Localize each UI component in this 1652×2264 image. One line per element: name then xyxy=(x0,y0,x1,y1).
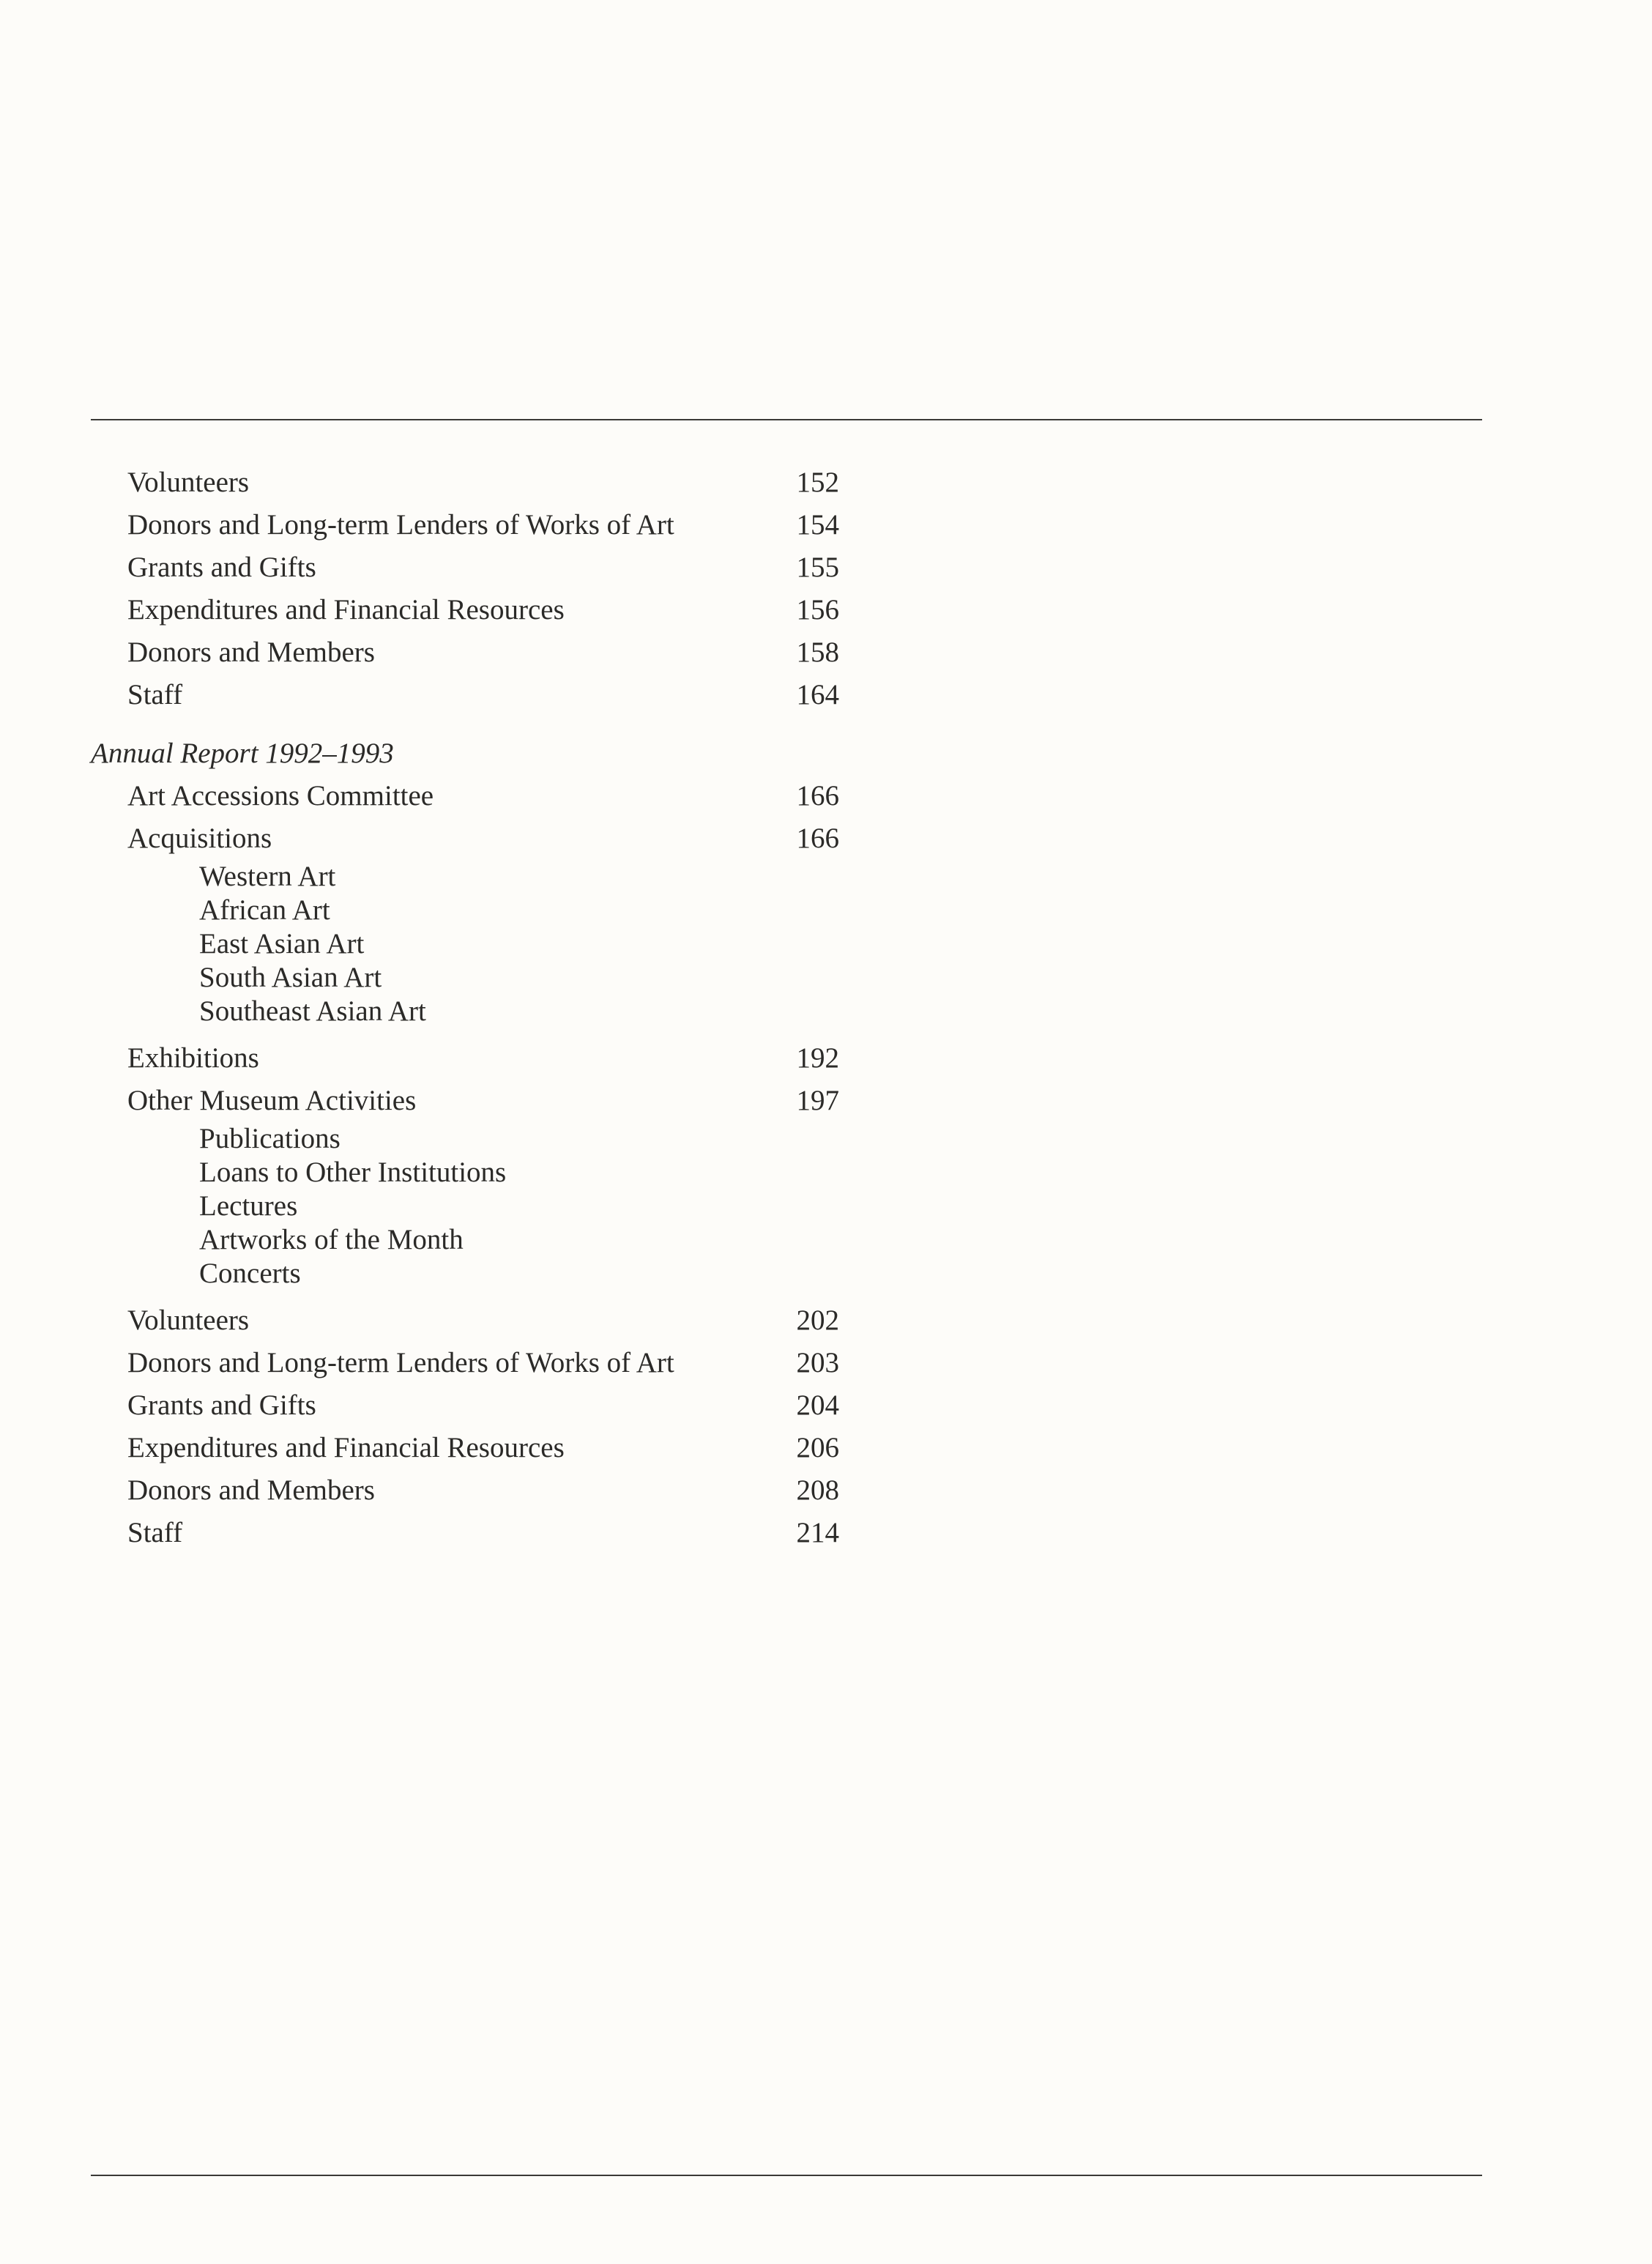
toc-entry-label: Expenditures and Financial Resources xyxy=(127,594,565,626)
toc-subentry[interactable] xyxy=(91,927,838,961)
toc-entry[interactable] xyxy=(91,1342,838,1384)
table-of-contents xyxy=(91,461,838,1554)
bottom-rule xyxy=(91,2175,1482,2176)
toc-entry-label: Art Accessions Committee xyxy=(127,780,434,812)
toc-entry[interactable] xyxy=(91,1299,838,1342)
toc-entry[interactable] xyxy=(91,1037,838,1080)
toc-subentry-label: South Asian Art xyxy=(199,962,382,993)
toc-entry-label: Volunteers xyxy=(127,1304,250,1336)
toc-entry-page: 158 xyxy=(796,636,839,668)
toc-subentry[interactable] xyxy=(91,995,838,1028)
toc-subentry[interactable] xyxy=(91,1257,838,1291)
toc-subentry-label: Artworks of the Month xyxy=(199,1224,464,1255)
toc-entry-page: 164 xyxy=(796,679,839,710)
toc-entry[interactable] xyxy=(91,817,838,860)
toc-entry-page: 204 xyxy=(796,1389,839,1421)
toc-entry-label: Acquisitions xyxy=(127,823,272,854)
section-heading-label: Annual Report 1992–1993 xyxy=(91,738,394,769)
toc-entry-label: Other Museum Activities xyxy=(127,1085,417,1116)
toc-entry-label: Donors and Members xyxy=(127,1474,375,1506)
toc-subentry[interactable] xyxy=(91,1189,838,1223)
toc-subentry-label: Concerts xyxy=(199,1258,301,1289)
toc-entry-label: Donors and Long-term Lenders of Works of Art xyxy=(127,509,674,541)
toc-entry-label: Exhibitions xyxy=(127,1042,259,1074)
toc-subentry-label: Lectures xyxy=(199,1190,298,1222)
toc-entry-page: 208 xyxy=(796,1474,839,1506)
toc-entry[interactable] xyxy=(91,1384,838,1427)
toc-subentry[interactable] xyxy=(91,860,838,894)
toc-subentry-label: Loans to Other Institutions xyxy=(199,1157,507,1188)
toc-entry-label: Grants and Gifts xyxy=(127,1389,316,1421)
toc-entry-label: Volunteers xyxy=(127,467,250,498)
section-heading xyxy=(91,732,838,775)
toc-entry[interactable] xyxy=(91,461,838,504)
toc-entry[interactable] xyxy=(91,589,838,631)
top-rule xyxy=(91,419,1482,420)
toc-entry-label: Staff xyxy=(127,1517,183,1548)
toc-entry-page: 206 xyxy=(796,1432,839,1463)
toc-subentry[interactable] xyxy=(91,1122,838,1156)
toc-entry-page: 155 xyxy=(796,552,839,583)
toc-subentry-label: Western Art xyxy=(199,861,336,892)
toc-entry-page: 154 xyxy=(796,509,839,541)
toc-entry-page: 197 xyxy=(796,1085,839,1116)
toc-subentry-label: Southeast Asian Art xyxy=(199,995,426,1027)
toc-entry[interactable] xyxy=(91,1080,838,1122)
toc-entry-page: 152 xyxy=(796,467,839,498)
toc-subentry[interactable] xyxy=(91,1223,838,1257)
toc-entry-page: 203 xyxy=(796,1347,839,1378)
toc-subentry[interactable] xyxy=(91,894,838,927)
toc-entry-page: 192 xyxy=(796,1042,839,1074)
toc-entry[interactable] xyxy=(91,546,838,589)
toc-entry[interactable] xyxy=(91,504,838,546)
toc-entry-label: Donors and Long-term Lenders of Works of Art xyxy=(127,1347,674,1378)
toc-subentry-label: East Asian Art xyxy=(199,928,365,960)
toc-entry[interactable] xyxy=(91,775,838,817)
toc-entry[interactable] xyxy=(91,1427,838,1469)
toc-entry[interactable] xyxy=(91,1512,838,1554)
toc-entry[interactable] xyxy=(91,631,838,674)
toc-entry-page: 166 xyxy=(796,780,839,812)
toc-entry-label: Expenditures and Financial Resources xyxy=(127,1432,565,1463)
toc-subentry-label: Publications xyxy=(199,1123,341,1154)
toc-entry-page: 156 xyxy=(796,594,839,626)
toc-subentry-label: African Art xyxy=(199,894,330,926)
toc-entry-label: Staff xyxy=(127,679,183,710)
toc-entry-page: 214 xyxy=(796,1517,839,1548)
toc-entry[interactable] xyxy=(91,674,838,716)
toc-entry-label: Grants and Gifts xyxy=(127,552,316,583)
toc-subentry[interactable] xyxy=(91,1156,838,1189)
toc-entry-page: 202 xyxy=(796,1304,839,1336)
toc-entry-page: 166 xyxy=(796,823,839,854)
toc-subentry[interactable] xyxy=(91,961,838,995)
toc-entry[interactable] xyxy=(91,1469,838,1512)
toc-entry-label: Donors and Members xyxy=(127,636,375,668)
